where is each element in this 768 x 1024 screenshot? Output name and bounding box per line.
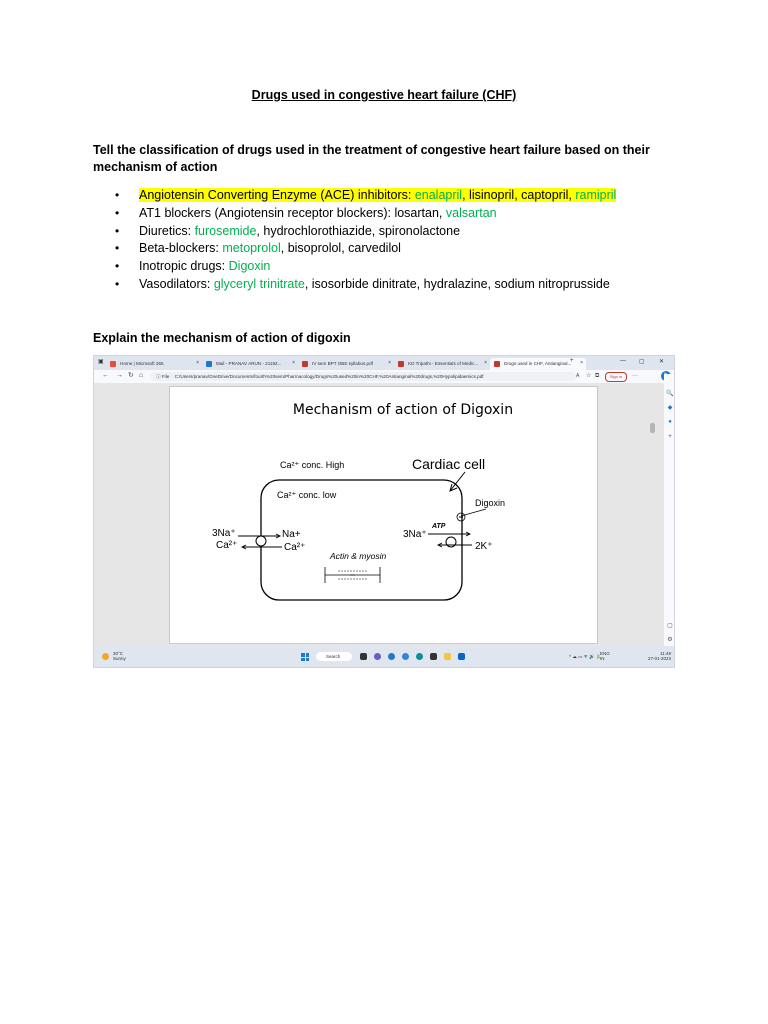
close-window-icon[interactable]: ✕ bbox=[659, 359, 665, 365]
left-na-out-label: 3Na⁺ bbox=[212, 528, 236, 539]
browser-tab[interactable] bbox=[106, 358, 202, 370]
tab-label: Mail - PRANAV ARUN - 21192... bbox=[216, 361, 282, 366]
browser-tab-bar bbox=[94, 356, 674, 370]
taskbar-search-label: Search bbox=[326, 654, 341, 659]
tab-close-icon[interactable]: × bbox=[580, 360, 583, 366]
tab-label: KD Tripathi - Essentials of Medic... bbox=[408, 361, 479, 366]
bullet-icon: • bbox=[115, 223, 120, 238]
left-na-in-label: Na+ bbox=[282, 529, 301, 540]
minimize-icon[interactable]: — bbox=[620, 358, 626, 364]
drug-name: metoprolol bbox=[222, 241, 281, 256]
taskbar-search[interactable] bbox=[316, 652, 352, 661]
back-icon[interactable]: ← bbox=[102, 372, 109, 379]
edge-icon[interactable] bbox=[416, 653, 423, 660]
drug-class-item bbox=[93, 187, 616, 205]
drug-class-label: Diuretics: bbox=[139, 223, 195, 238]
slide-title: Mechanism of action of Digoxin bbox=[292, 402, 514, 418]
reload-icon[interactable]: ↻ bbox=[128, 372, 134, 379]
question-classification: Tell the classification of drugs used in the treatment of congestive heart failure based on their mechanism of action bbox=[93, 143, 650, 174]
sidebar-shopping-icon[interactable]: ◆ bbox=[667, 405, 673, 411]
tab-label: Home | Microsoft 365 bbox=[120, 361, 164, 366]
forward-icon[interactable]: → bbox=[116, 372, 123, 379]
document-title: Drugs used in congestive heart failure (CHF) bbox=[251, 88, 517, 102]
app-icon[interactable] bbox=[430, 653, 437, 660]
url-prefix: ⓘ File bbox=[156, 374, 170, 379]
ca-high-label: Ca²⁺ conc. High bbox=[280, 460, 345, 470]
cardiac-cell-label: Cardiac cell bbox=[412, 456, 486, 472]
tab-close-icon[interactable]: × bbox=[388, 360, 391, 366]
collections-icon[interactable]: ⧉ bbox=[595, 373, 600, 379]
drug-class-label: Inotropic drugs: bbox=[139, 259, 229, 274]
drug-class-label: AT1 blockers (Angiotensin receptor blockers): bbox=[139, 205, 395, 220]
mail-icon[interactable] bbox=[458, 653, 465, 660]
weather-text: Sunny bbox=[113, 656, 126, 661]
tab-actions-icon[interactable]: ▣ bbox=[98, 359, 104, 365]
drug-name: , isosorbide dinitrate, hydralazine, sodium nitroprusside bbox=[304, 276, 610, 291]
sidebar-tools-icon[interactable]: ● bbox=[668, 419, 672, 425]
na-ca-exchanger bbox=[256, 536, 266, 546]
read-aloud-icon[interactable]: A bbox=[576, 373, 580, 379]
address-bar-row bbox=[94, 370, 674, 383]
pdf-viewer bbox=[94, 383, 664, 646]
embedded-browser-screenshot bbox=[93, 355, 675, 668]
digoxin-diagram bbox=[170, 387, 597, 643]
drug-name: Digoxin bbox=[228, 259, 271, 274]
settings-app-icon[interactable] bbox=[402, 653, 409, 660]
tab-close-icon[interactable]: × bbox=[292, 360, 295, 366]
left-ca-out-label: Ca²⁺ bbox=[216, 540, 238, 551]
drug-class-label: Angiotensin Converting Enzyme (ACE) inhibitors: bbox=[139, 188, 415, 202]
drug-class-item bbox=[93, 223, 616, 241]
sidebar-settings-icon[interactable]: ⚙ bbox=[667, 637, 673, 643]
sidebar-add-icon[interactable]: + bbox=[668, 434, 672, 440]
left-ca-in-label: Ca²⁺ bbox=[284, 542, 306, 553]
tab-favicon-icon bbox=[398, 361, 404, 367]
drug-class-item bbox=[93, 258, 616, 276]
tab-label: IV sem BPT OBE syllabus.pdf bbox=[312, 361, 373, 366]
home-icon[interactable]: ⌂ bbox=[139, 372, 144, 379]
drug-class-item bbox=[93, 240, 616, 258]
pdf-page bbox=[169, 386, 598, 644]
task-view-icon[interactable] bbox=[360, 653, 367, 660]
tab-favicon-icon bbox=[302, 361, 308, 367]
bullet-icon: • bbox=[115, 241, 120, 256]
drug-name: losartan bbox=[394, 205, 439, 220]
sidebar-layout-icon[interactable]: ▢ bbox=[667, 623, 673, 629]
question-digoxin-mechanism: Explain the mechanism of action of digoxin bbox=[93, 331, 351, 345]
drug-name: , bisoprolol, carvedilol bbox=[280, 241, 401, 256]
bullet-icon: • bbox=[115, 276, 120, 291]
chrome-icon[interactable] bbox=[388, 653, 395, 660]
drug-name: furosemide bbox=[194, 223, 257, 238]
url-text: C:/Users/pranav/OneDrive/Documents/fourth%20sem/Pharmacology/Drugs%20used%20in%20CHF,%20Antianginal%20drugs,%20Hypolipidaemics.pdf bbox=[174, 374, 484, 379]
browser-tab[interactable] bbox=[394, 358, 490, 370]
url-field[interactable] bbox=[150, 372, 576, 381]
tab-close-icon[interactable]: × bbox=[484, 360, 487, 366]
drug-class-text bbox=[139, 224, 460, 238]
drug-class-text bbox=[139, 188, 616, 202]
file-explorer-icon[interactable] bbox=[444, 653, 451, 660]
right-na-label: 3Na⁺ bbox=[403, 529, 427, 540]
browser-tab[interactable] bbox=[298, 358, 394, 370]
na-k-atpase bbox=[446, 537, 456, 547]
drug-class-label: Vasodilators: bbox=[139, 276, 214, 291]
drug-name: , bbox=[568, 188, 576, 202]
language-indicator[interactable]: ENG IN bbox=[600, 651, 610, 661]
favorite-star-icon[interactable]: ☆ bbox=[586, 373, 592, 379]
more-menu-icon[interactable]: ··· bbox=[632, 373, 638, 379]
drug-class-item bbox=[93, 276, 616, 294]
drug-name: enalapril bbox=[414, 188, 463, 202]
sidebar-search-icon[interactable]: 🔍 bbox=[666, 391, 674, 397]
tab-close-icon[interactable]: × bbox=[196, 360, 199, 366]
drug-name: valsartan bbox=[445, 205, 497, 220]
windows-start-icon[interactable] bbox=[301, 653, 309, 661]
browser-tab[interactable] bbox=[202, 358, 298, 370]
drug-name: , hydrochlorothiazide, spironolactone bbox=[256, 223, 461, 238]
bullet-icon: • bbox=[115, 259, 120, 274]
actin-myosin-label: Actin & myosin bbox=[330, 551, 387, 561]
atp-label: ATP bbox=[432, 523, 446, 530]
system-tray-icons[interactable]: ^ ☁ ▭ ᯤ 🔊 🔋 bbox=[569, 654, 602, 659]
edge-sidebar bbox=[664, 374, 675, 646]
windows-taskbar bbox=[94, 646, 674, 668]
drug-class-text bbox=[139, 277, 610, 291]
bullet-icon: • bbox=[115, 205, 120, 220]
right-k-label: 2K⁺ bbox=[475, 541, 493, 552]
drug-name: lisinopril, captopril bbox=[469, 188, 569, 202]
digoxin-label: Digoxin bbox=[475, 498, 506, 508]
sun-icon bbox=[102, 653, 109, 660]
ca-low-label: Ca²⁺ conc. low bbox=[277, 490, 337, 500]
teams-icon[interactable] bbox=[374, 653, 381, 660]
tab-label: Drugs used in CHF, Antianginal... bbox=[504, 361, 572, 366]
drug-class-text bbox=[139, 241, 401, 255]
tab-favicon-icon bbox=[110, 361, 116, 367]
clock[interactable]: 11:49 27-01-2023 bbox=[648, 651, 672, 661]
drug-name: glyceryl trinitrate bbox=[213, 276, 305, 291]
drug-class-item bbox=[93, 205, 616, 223]
drug-class-list bbox=[93, 187, 616, 294]
bullet-icon: • bbox=[115, 188, 120, 202]
weather-temp: 30°C bbox=[113, 651, 124, 656]
maximize-icon[interactable]: ▢ bbox=[639, 359, 645, 365]
drug-name: , bbox=[462, 188, 470, 202]
tab-favicon-icon bbox=[494, 361, 500, 367]
tab-favicon-icon bbox=[206, 361, 212, 367]
new-tab-button[interactable]: + bbox=[570, 358, 574, 364]
drug-class-text bbox=[139, 206, 497, 220]
drug-class-text bbox=[139, 259, 270, 273]
drug-class-label: Beta-blockers: bbox=[139, 241, 223, 256]
pdf-scrollbar[interactable] bbox=[650, 423, 655, 433]
sarcomere-icon bbox=[325, 567, 380, 583]
sign-in-button[interactable]: Sign in bbox=[605, 372, 627, 382]
drug-name: ramipril bbox=[575, 188, 617, 202]
drug-name: , bbox=[438, 205, 446, 220]
